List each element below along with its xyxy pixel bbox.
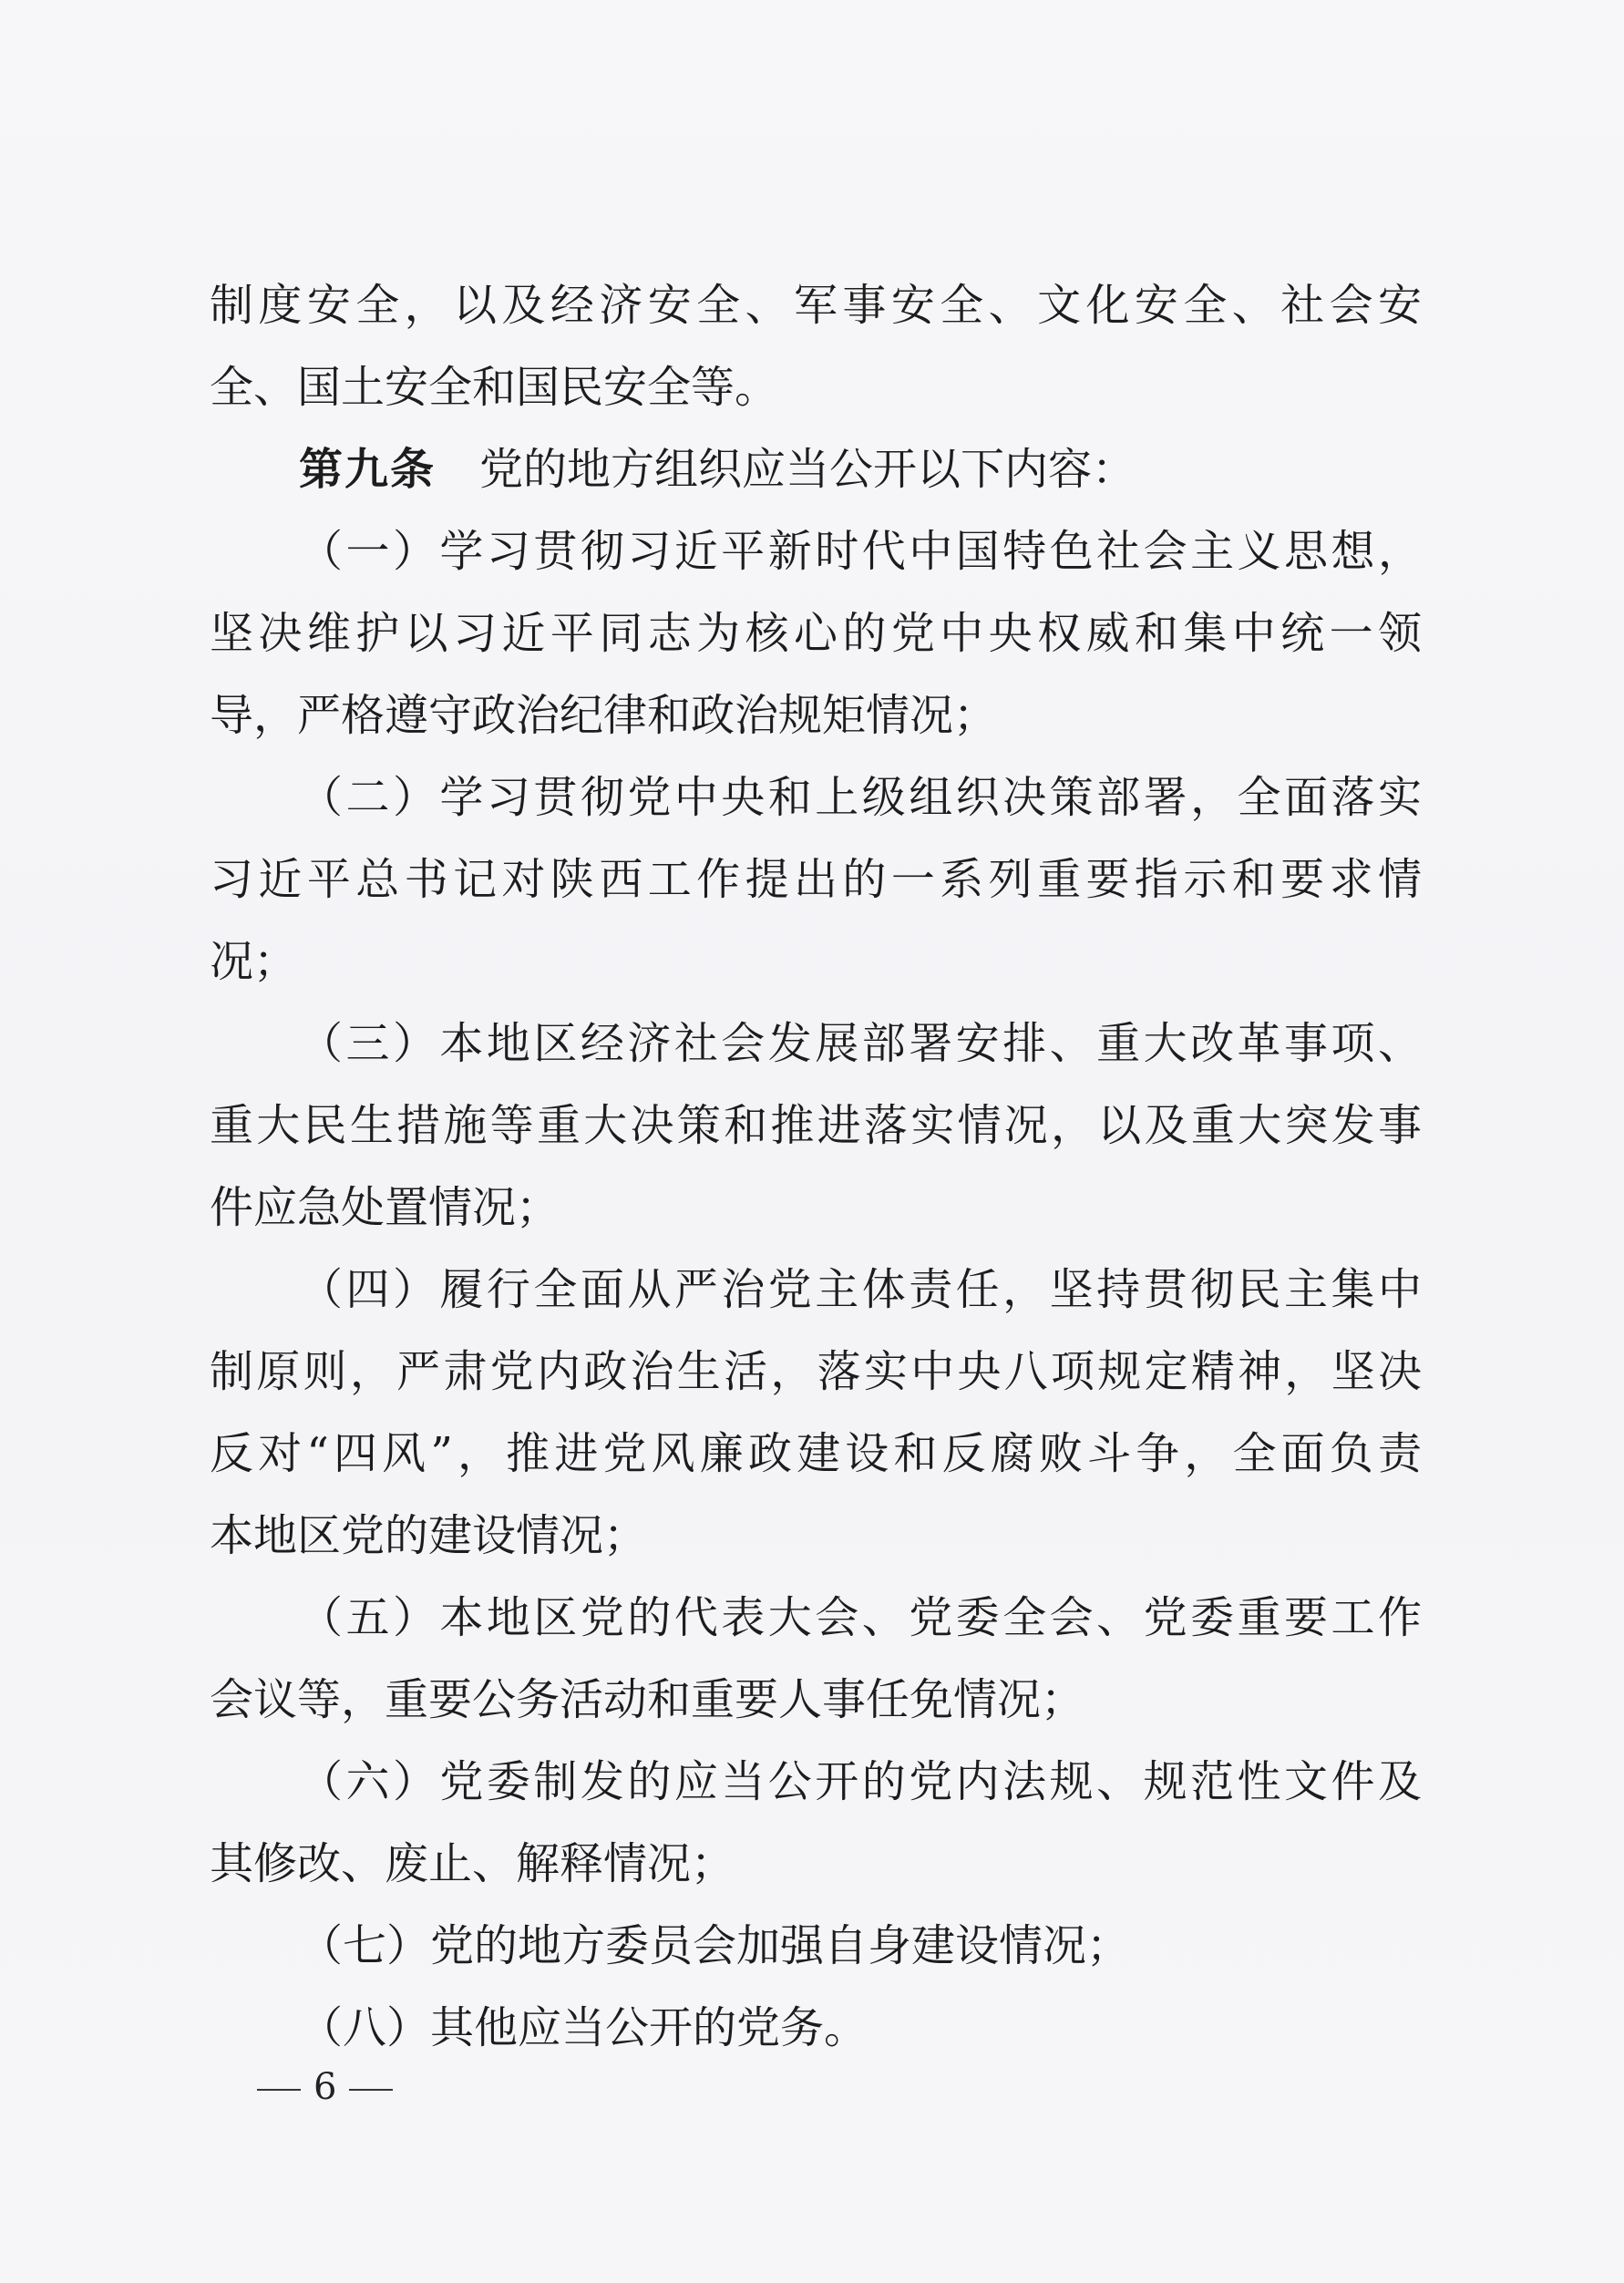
article-text: 党的地方组织应当公开以下内容： <box>479 444 1136 495</box>
text-line: 其修改、废止、解释情况； <box>210 1838 735 1889</box>
text-line: （六）党委制发的应当公开的党内法规、规范性文件及 <box>299 1756 1422 1807</box>
article-line <box>210 428 1422 510</box>
text-line: 况； <box>210 936 298 987</box>
text-line: 反对“四风”，推进党风廉政建设和反腐败斗争，全面负责 <box>210 1428 1422 1479</box>
text-line: （八）其他应当公开的党务。 <box>299 2002 869 2053</box>
text-line: 坚决维护以习近平同志为核心的党中央权威和集中统一领 <box>210 608 1422 659</box>
text-line: （二）学习贯彻党中央和上级组织决策部署，全面落实 <box>299 772 1422 823</box>
text-line: 导，严格遵守政治纪律和政治规矩情况； <box>210 690 998 741</box>
body-text <box>210 264 1422 2069</box>
text-line: （五）本地区党的代表大会、党委全会、党委重要工作 <box>299 1592 1422 1643</box>
text-line: （一）学习贯彻习近平新时代中国特色社会主义思想， <box>299 526 1422 577</box>
text-line: 重大民生措施等重大决策和推进落实情况，以及重大突发事 <box>210 1100 1422 1151</box>
text-line: 习近平总书记对陕西工作提出的一系列重要指示和要求情 <box>210 854 1422 905</box>
page-number-value: 6 <box>313 2066 337 2108</box>
text-line: （七）党的地方委员会加强自身建设情况； <box>299 1920 1131 1971</box>
text-line: 会议等，重要公务活动和重要人事任免情况； <box>210 1674 1085 1725</box>
article-heading: 第九条 <box>299 444 437 495</box>
text-line: 件应急处置情况； <box>210 1182 560 1233</box>
text-line: （三）本地区经济社会发展部署安排、重大改革事项、 <box>299 1018 1422 1069</box>
text-line: （四）履行全面从严治党主体责任，坚持贯彻民主集中 <box>299 1264 1422 1315</box>
text-line: 本地区党的建设情况； <box>210 1510 648 1561</box>
page-number-dash-right <box>349 2089 393 2091</box>
text-line: 全、国土安全和国民安全等。 <box>210 362 779 413</box>
page-number-dash-left <box>257 2089 301 2091</box>
page-number <box>244 2060 406 2114</box>
text-line: 制度安全，以及经济安全、军事安全、文化安全、社会安 <box>210 280 1422 331</box>
text-line: 制原则，严肃党内政治生活，落实中央八项规定精神，坚决 <box>210 1346 1422 1397</box>
